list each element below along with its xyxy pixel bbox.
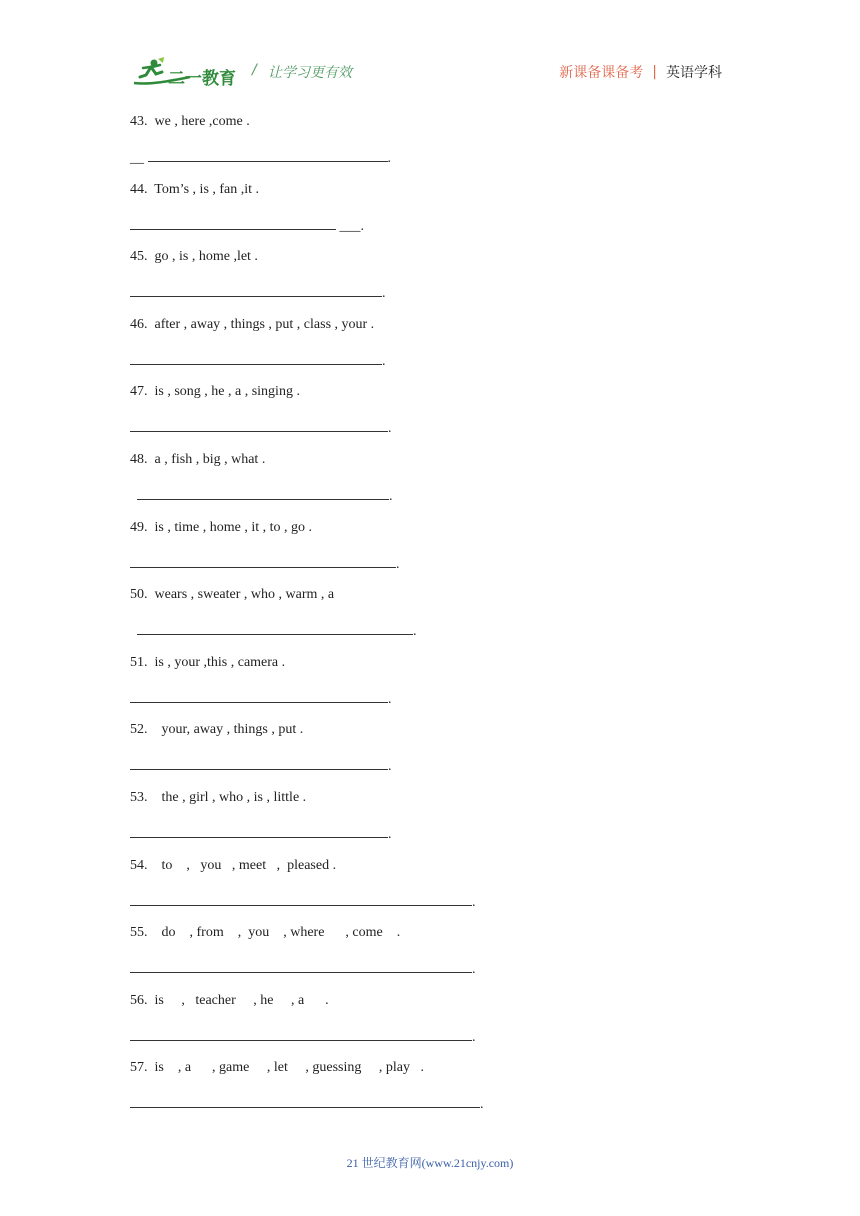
scrambled-words: a , fish , big , what .: [154, 451, 266, 467]
question-item: [130, 247, 730, 315]
question-item: [130, 382, 730, 450]
answer-line[interactable]: [130, 957, 476, 980]
question-number: 49.: [130, 519, 148, 535]
question-item: [130, 720, 730, 788]
answer-line[interactable]: [130, 687, 392, 710]
question-number: 53.: [130, 789, 148, 805]
answer-prefix: [130, 489, 137, 504]
question-item: [130, 450, 730, 518]
question-prompt: [130, 315, 374, 335]
answer-line[interactable]: [130, 890, 476, 913]
answer-blank[interactable]: [148, 146, 388, 162]
question-item: [130, 180, 730, 248]
slogan: 让学习更有效: [268, 65, 352, 81]
scrambled-words: your, away , things , put .: [154, 722, 304, 738]
scrambled-words: wears , sweater , who , warm , a: [154, 587, 335, 603]
scrambled-words: Tom’s , is , fan ,it .: [154, 181, 260, 197]
answer-end-mark: .: [389, 488, 393, 504]
scrambled-words: go , is , home ,let .: [154, 249, 258, 265]
answer-blank[interactable]: [130, 1025, 472, 1041]
slogan-separator: /: [252, 62, 257, 78]
answer-prefix: __: [130, 151, 148, 166]
question-item: [130, 315, 730, 383]
answer-line[interactable]: [130, 146, 391, 169]
page-footer: 21 世纪教育网(www.21cnjy.com): [346, 1156, 514, 1170]
question-prompt: [130, 720, 303, 740]
scrambled-words: do , from , you , where , come .: [154, 925, 401, 941]
question-prompt: [130, 788, 306, 808]
header-subject: [559, 62, 722, 82]
header-divider: |: [652, 64, 657, 80]
question-list: [130, 112, 730, 1126]
question-number: 55.: [130, 925, 148, 941]
answer-end-mark: .: [413, 624, 417, 640]
question-number: 50.: [130, 587, 148, 603]
question-number: 54.: [130, 857, 148, 873]
question-prompt: [130, 382, 300, 402]
answer-end-mark: .: [388, 759, 392, 775]
answer-line[interactable]: [130, 484, 393, 507]
answer-line[interactable]: [130, 349, 386, 372]
answer-blank[interactable]: [130, 214, 336, 230]
question-prompt: [130, 856, 336, 876]
answer-end-mark: .: [388, 691, 392, 707]
question-item: [130, 518, 730, 586]
question-prompt: [130, 923, 400, 943]
answer-blank[interactable]: [130, 890, 472, 906]
answer-end-mark: .: [387, 151, 391, 166]
question-item: [130, 653, 730, 721]
answer-blank[interactable]: [137, 619, 413, 635]
answer-line[interactable]: [130, 822, 392, 845]
question-number: 56.: [130, 992, 148, 1008]
question-number: 52.: [130, 722, 148, 738]
answer-blank[interactable]: [130, 822, 388, 838]
question-prompt: [130, 247, 258, 267]
question-number: 45.: [130, 249, 148, 265]
question-prompt: [130, 518, 312, 538]
answer-line[interactable]: [130, 214, 364, 237]
question-item: [130, 112, 730, 180]
scrambled-words: is , a , game , let , guessing , play .: [154, 1060, 424, 1076]
answer-blank[interactable]: [130, 1092, 480, 1108]
answer-line[interactable]: [130, 281, 386, 304]
question-prompt: [130, 991, 329, 1011]
answer-line[interactable]: [130, 619, 417, 642]
question-prompt: [130, 1058, 424, 1078]
scrambled-words: is , your ,this , camera .: [154, 654, 286, 670]
question-number: 57.: [130, 1060, 148, 1076]
answer-blank[interactable]: [130, 957, 472, 973]
scrambled-words: we , here ,come .: [154, 114, 250, 129]
scrambled-words: to , you , meet , pleased .: [154, 857, 337, 873]
answer-end-mark: .: [388, 421, 392, 437]
answer-blank[interactable]: [130, 754, 388, 770]
question-prompt: [130, 112, 250, 132]
answer-end-mark: .: [382, 286, 386, 302]
question-prompt: [130, 180, 259, 200]
answer-end-mark: .: [472, 1029, 476, 1045]
answer-blank[interactable]: [130, 416, 388, 432]
question-prompt: [130, 585, 334, 605]
answer-end-mark: .: [382, 353, 386, 369]
scrambled-words: the , girl , who , is , little .: [154, 789, 307, 805]
scrambled-words: after , away , things , put , class , your .: [154, 316, 375, 332]
answer-blank[interactable]: [130, 281, 382, 297]
question-item: [130, 585, 730, 653]
answer-end-mark: .: [388, 826, 392, 842]
page-header: [0, 0, 860, 100]
answer-blank[interactable]: [130, 349, 382, 365]
question-item: [130, 991, 730, 1059]
answer-line[interactable]: [130, 754, 392, 777]
header-category: 新课备课备考: [559, 65, 644, 81]
answer-line[interactable]: [130, 552, 400, 575]
answer-end-mark: .: [396, 556, 400, 572]
question-item: [130, 788, 730, 856]
header-subject-name: 英语学科: [666, 65, 722, 81]
scrambled-words: is , teacher , he , a .: [154, 992, 329, 1008]
question-number: 47.: [130, 384, 148, 400]
brand-name: 二一教育: [168, 69, 236, 89]
answer-end-mark: .: [480, 1097, 484, 1113]
question-prompt: [130, 450, 265, 470]
question-item: [130, 923, 730, 991]
answer-blank[interactable]: [137, 484, 389, 500]
answer-prefix: [130, 624, 137, 639]
answer-line[interactable]: [130, 416, 392, 439]
question-number: 48.: [130, 451, 148, 467]
question-prompt: [130, 653, 285, 673]
answer-blank[interactable]: [130, 687, 388, 703]
question-item: [130, 856, 730, 924]
question-number: 51.: [130, 654, 148, 670]
answer-end-mark: .: [472, 962, 476, 978]
answer-line[interactable]: [130, 1025, 476, 1048]
answer-blank[interactable]: [130, 552, 396, 568]
question-item: [130, 1058, 730, 1126]
answer-end-mark: ___.: [336, 218, 364, 234]
answer-end-mark: .: [472, 894, 476, 910]
question-number: 44.: [130, 181, 148, 197]
question-number: 46.: [130, 316, 148, 332]
scrambled-words: is , time , home , it , to , go .: [154, 519, 312, 535]
scrambled-words: is , song , he , a , singing .: [154, 384, 300, 400]
answer-line[interactable]: [130, 1092, 484, 1115]
question-number: 43.: [130, 114, 148, 129]
